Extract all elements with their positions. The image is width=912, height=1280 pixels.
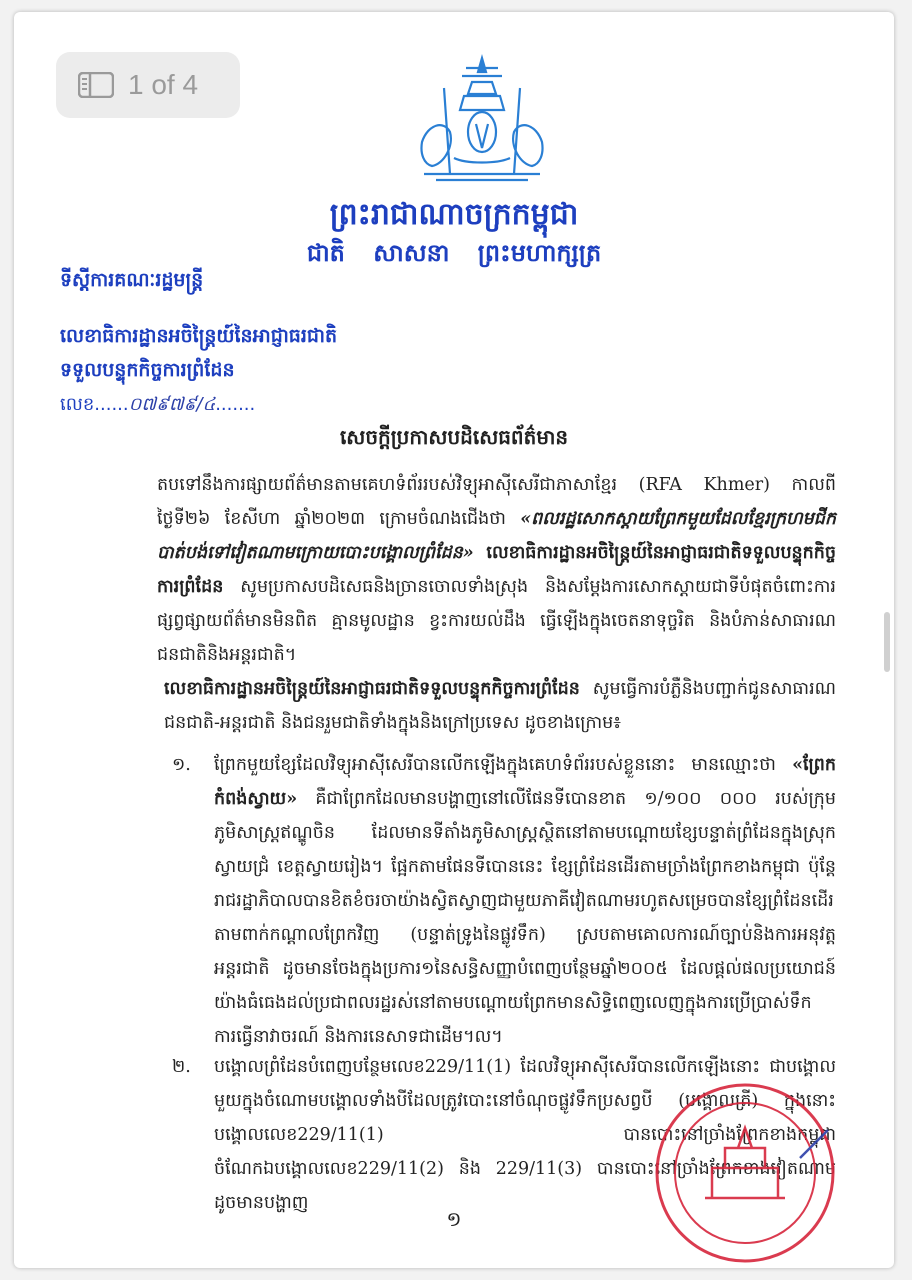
paragraph-2-body: សូមធ្វើការបំភ្លឺនិងបញ្ជាក់ជូនសាធារណជនជាតិ-អន្តរជាតិ និងជនរួមជាតិទាំងក្នុងនិងក្រៅប្រទេស ដូចខាងក្រោម៖: [164, 679, 836, 733]
paragraph-1-body: សូមប្រកាសបដិសេធនិងច្រានចោលទាំងស្រុង និងសម្តែងការសោកស្តាយជាទីបំផុតចំពោះការផ្សព្វផ្សាយព័ត៌មានមិនពិត គ្មានមូលដ្ឋាន ខ្វះការយល់ដឹង ធ្វើឡើងក្នុងចេតនាទុច្ចរិត និងបំភាន់សាធារណជនជាតិនិងអន្តរជាតិ។: [157, 577, 836, 665]
official-seal-stamp: [650, 1078, 840, 1268]
paragraph-1: [157, 468, 836, 672]
item-1-intro: ព្រែកមួយខ្សែដែលវិទ្យុអាស៊ីសេរីបានលើកឡើងក្នុងគេហទំព័ររបស់ខ្លួននោះ មានឈ្មោះថា: [214, 755, 776, 775]
reference-label: លេខ......: [60, 394, 129, 415]
paragraph-2-org: លេខាធិការដ្ឋានអចិន្ត្រៃយ៍នៃអាជ្ញាធរជាតិទទួលបន្ទុកកិច្ចការព្រំដែន: [164, 679, 580, 699]
office-name: ទីស្តីការគណៈរដ្ឋមន្ត្រី: [60, 269, 204, 291]
paragraph-1-intro: តបទៅនឹងការផ្សាយព័ត៌មានតាមគេហទំព័ររបស់វិទ្យុអាស៊ីសេរីជាភាសាខ្មែរ (RFA Khmer) កាលពីថ្ងៃទី២៦ ខែសីហា ឆ្នាំ២០២៣ ក្រោមចំណងជើងថា: [157, 475, 836, 529]
document-page: [14, 12, 894, 1268]
reference-number: លេខ......០៧៩៧៩/៤.......: [60, 394, 256, 415]
document-title: សេចក្តីប្រកាសបដិសេធព័ត៌មាន: [339, 425, 569, 449]
list-item-number: ២.: [172, 1057, 191, 1077]
kingdom-title: ព្រះរាជាណាចក្រកម្ពុជា: [329, 197, 579, 232]
national-motto: ជាតិ សាសនា ព្រះមហាក្សត្រ: [306, 238, 602, 267]
item-1-body: គឺជាព្រែកដែលមានបង្ហាញនៅលើផែនទីបោនខាត ១/១០០ ០០០ របស់ក្រុមភូមិសាស្ត្រឥណ្ឌូចិន ដែលមានទីតាំងភូមិសាស្ត្រស្ថិតនៅតាមបណ្តោយខ្សែបន្ទាត់ព្រំដែនក្នុងស្រុកស្វាយជ្រំ ខេត្តស្វាយរៀង។ ផ្អែកតាមផែនទីបោននេះ ខ្សែព្រំដែនដើរតាមច្រាំងព្រែកខាងកម្ពុជា ប៉ុន្តែរាជរដ្ឋាភិបាលបានខិតខំចរចាយ៉ាងស្វិតស្វាញជាមួយភាគីវៀតណាមរហូតសម្រេចបានខ្សែព្រំដែនដើរតាមពាក់កណ្តាលព្រែកវិញ (បន្ទាត់ទ្រូងនៃផ្លូវទឹក) ស្របតាមគោលការណ៍ច្បាប់និងការអនុវត្តអន្តរជាតិ ដូចមានចែងក្នុងប្រការ១នៃសន្ធិសញ្ញាបំពេញបន្ថែមឆ្នាំ២០០៥ ដែលផ្តល់ផលប្រយោជន៍យ៉ាងធំធេងដល់ប្រជាពលរដ្ឋរស់នៅតាមបណ្តោយព្រែកមានសិទ្ធិពេញលេញក្នុងការប្រើប្រាស់ទឹក ការធ្វើនាវាចរណ៍ និងការនេសាទជាដើម។ល។: [214, 789, 836, 1047]
page-list-icon: [78, 72, 114, 98]
paragraph-2: [164, 672, 836, 740]
page-number: ១: [446, 1207, 462, 1231]
reference-value: ០៧៩៧៩/៤: [128, 394, 216, 415]
list-item: [174, 748, 836, 1054]
paragraph-1-quote: «ពលរដ្ឋសោកស្តាយព្រែកមួយដែលខ្មែរក្រហមជីក បាត់បង់ទៅវៀតណាមក្រោយបោះបង្គោលព្រំដែន»: [157, 509, 836, 563]
scrollbar[interactable]: [884, 612, 890, 672]
secretariat-line-1: លេខាធិការដ្ឋានអចិន្ត្រៃយ៍នៃអាជ្ញាធរជាតិ: [60, 325, 338, 347]
list-item-text: [214, 748, 836, 1054]
secretariat-line-2: ទទួលបន្ទុកកិច្ចការព្រំដែន: [60, 359, 235, 381]
royal-arms-of-cambodia-icon: [414, 54, 550, 184]
item-2-body: បង្គោលព្រំដែនបំពេញបន្ថែមលេខ229/11(1) ដែលវិទ្យុអាស៊ីសេរីបានលើកឡើងនោះ ជាបង្គោលមួយក្នុងចំណោមបង្គោលទាំងបីដែលត្រូវបោះនៅចំណុចផ្លូវទឹកប្រសព្វបី (បង្គោលត្រី) ក្នុងនោះបង្គោលលេខ229/11(1) បានបោះនៅច្រាំងព្រែកខាងកម្ពុជា ចំណែកឯបង្គោលលេខ229/11(2) និង 229/11(3) បានបោះនៅច្រាំងព្រែកខាងវៀតណាម ដូចមានបង្ហាញ: [214, 1057, 836, 1213]
page-indicator-label: 1 of 4: [128, 69, 199, 100]
page-indicator[interactable]: [56, 52, 240, 118]
list-item-number: ១.: [172, 755, 191, 775]
paragraph-1-org: លេខាធិការដ្ឋានអចិន្ត្រៃយ៍នៃអាជ្ញាធរជាតិទទួលបន្ទុកកិច្ចការព្រំដែន: [157, 543, 836, 597]
item-1-canal-name: «ព្រែកកំពង់ស្វាយ»: [214, 755, 836, 809]
